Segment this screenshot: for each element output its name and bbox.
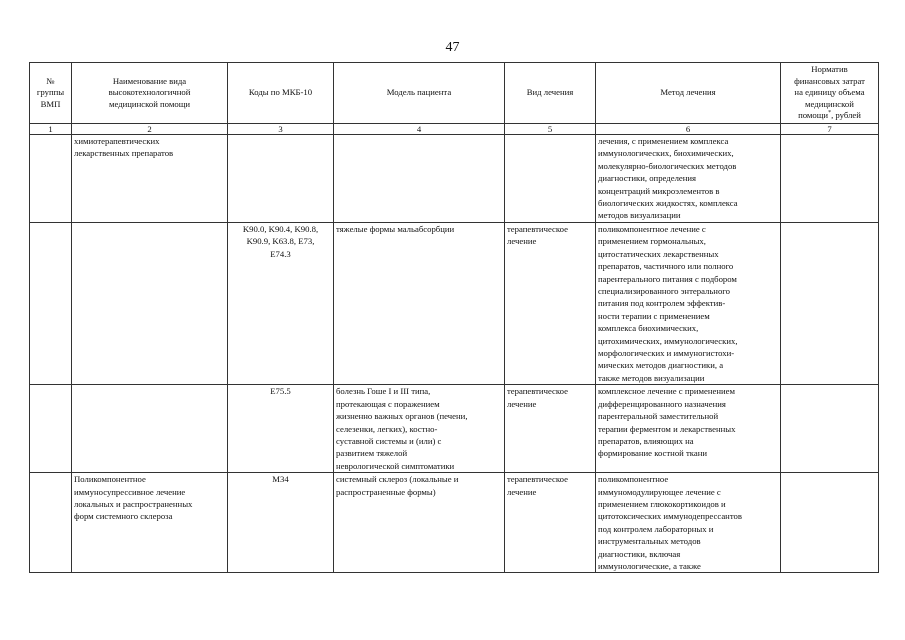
patient-model-cell: болезнь Гоше I и III типа, протекающая с поражением жизненно важных органов (печени, селезенки, легких), костно- суставной системы и (или) с развитием тяжелой неврологической симптоматики xyxy=(334,385,505,473)
table-row xyxy=(30,223,879,385)
header-icd-codes: Коды по МКБ-10 xyxy=(228,63,334,124)
cost-norm-cell xyxy=(781,223,879,385)
treatment-type-cell: терапевтическое лечение xyxy=(505,385,596,473)
header-patient-model: Модель пациента xyxy=(334,63,505,124)
column-number: 6 xyxy=(596,124,781,135)
page-number: 47 xyxy=(445,40,460,55)
icd-codes-cell: E75.5 xyxy=(228,385,334,473)
care-type-cell xyxy=(72,385,228,473)
header-cost-norm xyxy=(781,63,879,124)
column-number-row xyxy=(30,124,879,135)
header-cost-norm-text: Норматив финансовых затрат на единицу объема медицинской помощи*, рублей xyxy=(794,64,865,121)
column-number: 3 xyxy=(228,124,334,135)
table-row xyxy=(30,473,879,573)
treatment-type-cell: терапевтическое лечение xyxy=(505,223,596,385)
column-number: 4 xyxy=(334,124,505,135)
icd-codes-cell xyxy=(228,135,334,223)
treatment-method-cell: поликомпонентное лечение с применением гормональных, цитостатических лекарственных препаратов, частичного или полного парентерального питания с подбором специализированного энтерального питания под контролем эффектив- ности терапии с применением комплекса биохимических, цитохимических, иммунологических, морфологических и иммуногистохи- мических методов диагностики, а также методов визуализации xyxy=(596,223,781,385)
header-treatment-method: Метод лечения xyxy=(596,63,781,124)
table-row xyxy=(30,135,879,223)
icd-codes-cell: K90.0, K90.4, K90.8, K90.9, K63.8, E73, E74.3 xyxy=(228,223,334,385)
group-cell xyxy=(30,135,72,223)
treatment-method-cell: лечения, с применением комплекса иммунологических, биохимических, молекулярно-биологических методов диагностики, определения концентраций микроэлементов в биологических жидкостях, комплекса методов визуализации xyxy=(596,135,781,223)
cost-norm-cell xyxy=(781,473,879,573)
group-cell xyxy=(30,473,72,573)
column-number: 1 xyxy=(30,124,72,135)
cost-norm-cell xyxy=(781,135,879,223)
vmp-table xyxy=(29,62,879,573)
footnote-marker: * xyxy=(828,110,832,117)
treatment-type-cell xyxy=(505,135,596,223)
patient-model-cell: системный склероз (локальные и распространенные формы) xyxy=(334,473,505,573)
header-treatment-type: Вид лечения xyxy=(505,63,596,124)
header-group-number: № группы ВМП xyxy=(30,63,72,124)
cost-norm-cell xyxy=(781,385,879,473)
column-number: 7 xyxy=(781,124,879,135)
table-header-row xyxy=(30,63,879,124)
group-cell xyxy=(30,385,72,473)
treatment-type-cell: терапевтическое лечение xyxy=(505,473,596,573)
patient-model-cell xyxy=(334,135,505,223)
column-number: 5 xyxy=(505,124,596,135)
care-type-cell xyxy=(72,223,228,385)
treatment-method-cell: поликомпонентное иммуномодулирующее лечение с применением глюкокортикоидов и цитотоксических иммунодепрессантов под контролем лабораторных и инструментальных методов диагностики, включая иммунологические, а также xyxy=(596,473,781,573)
icd-codes-cell: M34 xyxy=(228,473,334,573)
care-type-cell: химиотерапевтических лекарственных препаратов xyxy=(72,135,228,223)
table-row xyxy=(30,385,879,473)
treatment-method-cell: комплексное лечение с применением дифференцированного назначения парентеральной заместительной терапии ферментом и лекарственных препаратов, влияющих на формирование костной ткани xyxy=(596,385,781,473)
header-care-type: Наименование вида высокотехнологичной медицинской помощи xyxy=(72,63,228,124)
column-number: 2 xyxy=(72,124,228,135)
patient-model-cell: тяжелые формы мальабсорбции xyxy=(334,223,505,385)
care-type-cell: Поликомпонентное иммуносупрессивное лечение локальных и распространенных форм системного склероза xyxy=(72,473,228,573)
group-cell xyxy=(30,223,72,385)
